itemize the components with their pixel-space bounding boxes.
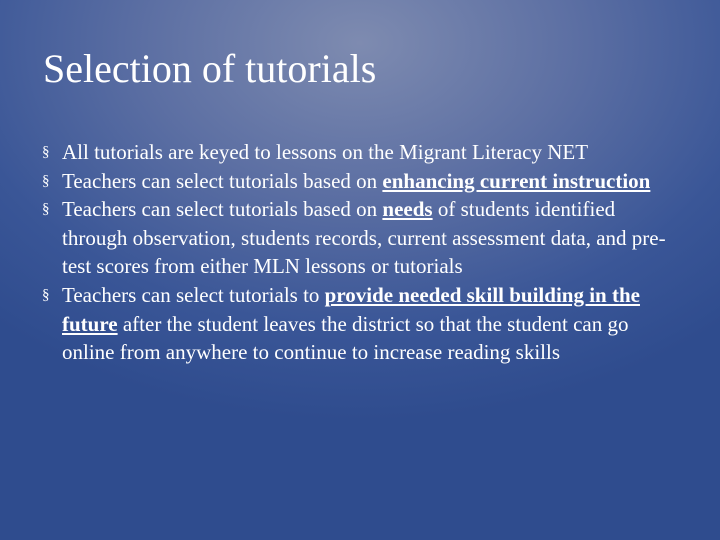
bullet-text: All tutorials are keyed to lessons on the Migrant Literacy NET [62,140,589,164]
bullet-emphasis: needs [382,197,433,222]
bullet-emphasis: enhancing current instruction [382,168,651,193]
bullet-item-student-needs [42,195,672,281]
bullet-item-future-skill-building [42,281,672,367]
bullet-text-continued: after the student leaves the district so that the student can go online from anywhere to continue to increase reading skills [62,311,629,365]
bullet-icon: § [42,144,50,160]
bullet-icon: § [42,201,50,218]
bullet-text: Teachers can select tutorials based on [62,197,383,222]
slide-title: Selection of tutorials [43,46,377,91]
bullet-text: Teachers can select tutorials to [62,282,325,307]
bullet-icon: § [42,286,50,303]
bullet-text-continued: of students identified through observation, students records, current assessment data, and pre-test scores from either MLN lessons or tutorials [62,197,666,279]
bullet-emphasis: provide needed skill building in the future [62,282,640,336]
bullet-icon: § [42,172,50,189]
bullet-text: Teachers can select tutorials based on [62,168,383,193]
bullet-item-enhancing-instruction [42,167,672,196]
bullet-list [42,138,672,367]
bullet-item-keyed-lessons [42,138,672,167]
